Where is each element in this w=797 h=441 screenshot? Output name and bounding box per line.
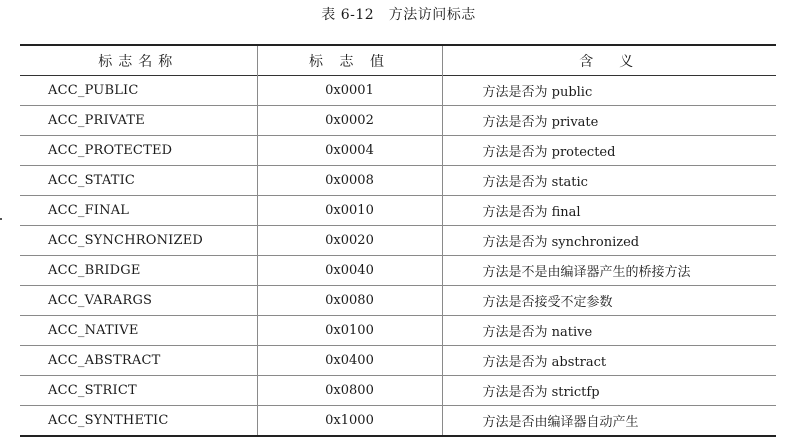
table-row bbox=[20, 196, 776, 226]
flag-name-cell: ACC_SYNTHETIC bbox=[20, 406, 257, 437]
flag-meaning-cell: 方法是否为 public bbox=[442, 76, 776, 106]
table-body bbox=[20, 76, 776, 437]
flag-value-cell: 0x0008 bbox=[257, 166, 442, 196]
flag-name-cell: ACC_FINAL bbox=[20, 196, 257, 226]
flag-meaning-cell: 方法是否为 abstract bbox=[442, 346, 776, 376]
table-caption: 表 6-12 方法访问标志 bbox=[321, 7, 476, 23]
table-header bbox=[20, 45, 776, 76]
flag-name-cell: ACC_PUBLIC bbox=[48, 83, 139, 98]
table-row bbox=[20, 406, 776, 437]
flag-meaning-cell: 方法是否为 private bbox=[442, 106, 776, 136]
flag-meaning-cell: 方法是否由编译器自动产生 bbox=[442, 406, 776, 437]
table-row bbox=[20, 226, 776, 256]
flag-value-cell: 0x0020 bbox=[257, 226, 442, 256]
flag-value-cell: 0x0080 bbox=[257, 286, 442, 316]
table-row bbox=[20, 376, 776, 406]
column-header-meaning: 含 义 bbox=[442, 45, 776, 76]
flag-name-cell: ACC_STRICT bbox=[20, 376, 257, 406]
table-row bbox=[20, 136, 776, 166]
flag-meaning-cell: 方法是否为 final bbox=[442, 196, 776, 226]
flag-value-cell: 0x0040 bbox=[257, 256, 442, 286]
flag-name-cell: ACC_SYNCHRONIZED bbox=[20, 226, 257, 256]
flag-value-cell: 0x0800 bbox=[257, 376, 442, 406]
table-row bbox=[20, 346, 776, 376]
table-row bbox=[20, 316, 776, 346]
access-flags-table-container bbox=[20, 44, 776, 437]
flag-value-cell: 0x1000 bbox=[257, 406, 442, 437]
flag-meaning-cell: 方法是否接受不定参数 bbox=[442, 286, 776, 316]
flag-name-cell: ACC_PROTECTED bbox=[20, 136, 257, 166]
flag-value-cell: 0x0100 bbox=[257, 316, 442, 346]
flag-value-cell: 0x0004 bbox=[257, 136, 442, 166]
table-row bbox=[20, 106, 776, 136]
table-row bbox=[20, 76, 776, 106]
column-header-flag-value: 标 志 值 bbox=[257, 45, 442, 76]
flag-name-cell: ACC_BRIDGE bbox=[20, 256, 257, 286]
flag-name-cell: ACC_PRIVATE bbox=[20, 106, 257, 136]
flag-meaning-cell: 方法是否为 protected bbox=[442, 136, 776, 166]
flag-value-cell: 0x0400 bbox=[257, 346, 442, 376]
flag-name-cell: ACC_STATIC bbox=[20, 166, 257, 196]
table-row bbox=[20, 166, 776, 196]
flag-name-cell: ACC_VARARGS bbox=[20, 286, 257, 316]
column-header-flag-name: 标志名称 bbox=[98, 53, 179, 70]
flag-meaning-cell: 方法是否为 synchronized bbox=[442, 226, 776, 256]
flag-value-cell: 0x0001 bbox=[257, 76, 442, 106]
table-row bbox=[20, 256, 776, 286]
flag-meaning-cell: 方法是否为 strictfp bbox=[442, 376, 776, 406]
flag-meaning-cell: 方法是不是由编译器产生的桥接方法 bbox=[442, 256, 776, 286]
flag-value-cell: 0x0002 bbox=[257, 106, 442, 136]
flag-name-cell: ACC_NATIVE bbox=[20, 316, 257, 346]
flag-meaning-cell: 方法是否为 static bbox=[442, 166, 776, 196]
access-flags-table bbox=[20, 44, 776, 437]
flag-meaning-cell: 方法是否为 native bbox=[442, 316, 776, 346]
margin-mark bbox=[0, 218, 2, 220]
header-row bbox=[20, 45, 776, 76]
flag-name-cell: ACC_ABSTRACT bbox=[20, 346, 257, 376]
table-row bbox=[20, 286, 776, 316]
flag-value-cell: 0x0010 bbox=[257, 196, 442, 226]
